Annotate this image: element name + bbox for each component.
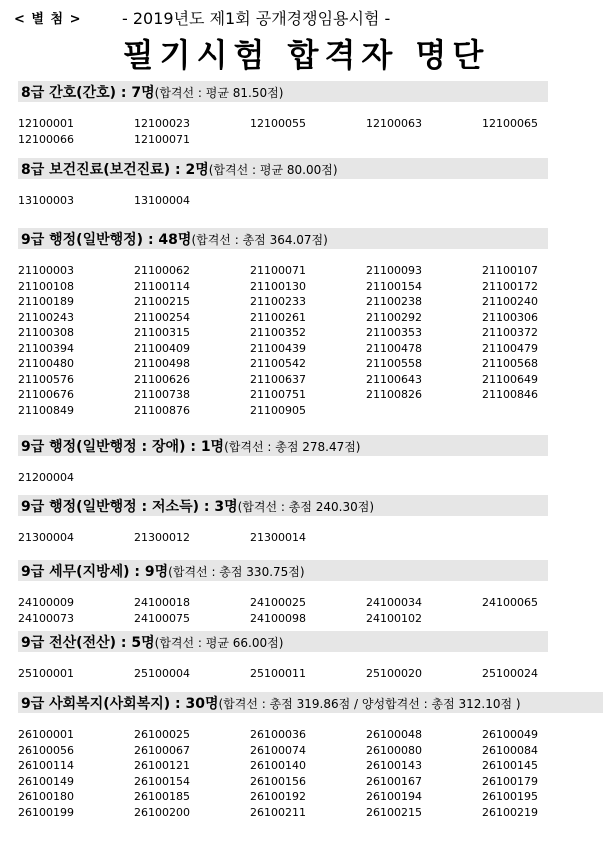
exam-number: 26100185	[134, 790, 190, 803]
exam-number: 21100107	[482, 264, 538, 277]
exam-number: 21100751	[250, 388, 306, 401]
exam-number: 21100480	[18, 357, 74, 370]
section-heading: 9급 사회복지(사회복지) : 30명	[21, 696, 219, 712]
exam-number-list	[18, 595, 548, 626]
exam-number: 21100108	[18, 279, 74, 293]
exam-number: 26100199	[18, 805, 74, 819]
top-line	[10, 6, 600, 28]
exam-number: 25100020	[366, 667, 422, 680]
exam-number: 21100568	[482, 357, 538, 370]
section-header	[18, 228, 548, 249]
exam-number: 21100240	[482, 295, 538, 308]
exam-number: 25100001	[18, 667, 74, 680]
exam-number: 26100192	[250, 790, 306, 803]
exam-number: 21100409	[134, 341, 190, 355]
exam-number: 12100001	[18, 117, 74, 130]
exam-number-list	[18, 727, 603, 820]
exam-number: 12100023	[134, 117, 190, 130]
exam-number: 21100649	[482, 372, 538, 386]
exam-number: 24100018	[134, 596, 190, 609]
section-heading: 8급 간호(간호) : 7명	[21, 85, 155, 101]
exam-number: 26100211	[250, 805, 306, 819]
exam-number: 12100063	[366, 117, 422, 130]
section-computing	[18, 631, 548, 682]
exam-number: 21100626	[134, 372, 190, 386]
exam-number: 26100049	[482, 728, 538, 741]
exam-number: 26100219	[482, 805, 538, 819]
exam-number: 13100003	[18, 194, 74, 207]
exam-number: 26100143	[366, 759, 422, 772]
exam-number: 21100261	[250, 310, 306, 324]
exam-number: 21100233	[250, 295, 306, 308]
exam-number: 26100180	[18, 790, 74, 803]
exam-number: 25100004	[134, 667, 190, 680]
section-header	[18, 158, 548, 179]
exam-number: 21100478	[366, 341, 422, 355]
exam-number: 21300004	[18, 531, 74, 544]
exam-number: 26100154	[134, 774, 190, 788]
exam-number: 24100034	[366, 596, 422, 609]
exam-number: 21100154	[366, 279, 422, 293]
pass-cutoff-note: (합격선 : 총점 330.75점)	[168, 565, 305, 579]
exam-number: 21100876	[134, 403, 190, 417]
exam-number: 26100067	[134, 743, 190, 757]
exam-number-list	[18, 530, 548, 546]
section-heading: 9급 행정(일반행정) : 48명	[21, 232, 192, 248]
section-header	[18, 560, 548, 581]
exam-number: 12100065	[482, 117, 538, 130]
section-nursing	[18, 81, 548, 147]
exam-number: 21100114	[134, 279, 190, 293]
section-header	[18, 692, 603, 713]
exam-subtitle: - 2019년도 제1회 공개경쟁임용시험 -	[122, 9, 391, 28]
exam-number: 21100215	[134, 295, 190, 308]
exam-number: 21100542	[250, 357, 306, 370]
pass-cutoff-note: (합격선 : 총점 319.86점 / 양성합격선 : 총점 312.10점 )	[218, 697, 521, 711]
exam-number: 26100074	[250, 743, 306, 757]
exam-number-list	[18, 263, 548, 418]
exam-number: 21100905	[250, 403, 306, 417]
exam-number: 26100001	[18, 728, 74, 741]
exam-number: 21100576	[18, 372, 74, 386]
exam-number: 21100479	[482, 341, 538, 355]
exam-number: 21100071	[250, 264, 306, 277]
exam-number: 26100200	[134, 805, 190, 819]
exam-number: 12100066	[18, 132, 74, 146]
exam-number: 26100036	[250, 728, 306, 741]
exam-number: 21100846	[482, 388, 538, 401]
exam-number: 26100080	[366, 743, 422, 757]
section-heading: 9급 행정(일반행정 : 저소득) : 3명	[21, 499, 238, 515]
exam-number: 21100558	[366, 357, 422, 370]
exam-number: 26100114	[18, 759, 74, 772]
page-title: 필기시험 합격자 명단	[122, 36, 490, 74]
exam-number: 12100055	[250, 117, 306, 130]
exam-number-list	[18, 666, 548, 682]
exam-number: 26100195	[482, 790, 538, 803]
pass-cutoff-note: (합격선 : 총점 278.47점)	[224, 440, 361, 454]
exam-number: 13100004	[134, 194, 190, 207]
exam-number: 26100048	[366, 728, 422, 741]
exam-number: 21100372	[482, 326, 538, 339]
exam-number: 21100637	[250, 372, 306, 386]
exam-number-list	[18, 193, 548, 209]
exam-number: 21100189	[18, 295, 74, 308]
exam-number: 21100003	[18, 264, 74, 277]
exam-number: 21300014	[250, 531, 306, 544]
exam-number-list	[18, 470, 548, 486]
exam-number: 21100849	[18, 403, 74, 417]
exam-number: 21100238	[366, 295, 422, 308]
exam-number: 21100353	[366, 326, 422, 339]
exam-number: 24100073	[18, 611, 74, 625]
section-header	[18, 631, 548, 652]
exam-number: 24100098	[250, 611, 306, 625]
exam-number: 26100167	[366, 774, 422, 788]
pass-cutoff-note: (합격선 : 평균 81.50점)	[154, 86, 284, 100]
exam-number-list	[18, 116, 548, 147]
exam-number: 21100315	[134, 326, 190, 339]
exam-number: 26100194	[366, 790, 422, 803]
section-local-tax	[18, 560, 548, 626]
exam-number: 21100498	[134, 357, 190, 370]
section-header	[18, 495, 548, 516]
exam-number: 21100254	[134, 310, 190, 324]
exam-number: 26100179	[482, 774, 538, 788]
pass-cutoff-note: (합격선 : 총점 364.07점)	[191, 233, 328, 247]
exam-number: 21100643	[366, 372, 422, 386]
exam-number: 21100292	[366, 310, 422, 324]
exam-number: 25100024	[482, 667, 538, 680]
section-heading: 8급 보건진료(보건진료) : 2명	[21, 162, 209, 178]
exam-number: 24100075	[134, 611, 190, 625]
exam-number: 21100826	[366, 388, 422, 401]
exam-number: 21100738	[134, 388, 190, 401]
exam-number: 24100009	[18, 596, 74, 609]
exam-number: 26100084	[482, 743, 538, 757]
exam-number: 21300012	[134, 531, 190, 544]
section-admin-disabled	[18, 435, 548, 486]
exam-number: 26100149	[18, 774, 74, 788]
exam-number: 21100093	[366, 264, 422, 277]
section-header	[18, 435, 548, 456]
section-heading: 9급 전산(전산) : 5명	[21, 635, 155, 651]
exam-number: 21100172	[482, 279, 538, 293]
section-heading: 9급 행정(일반행정 : 장애) : 1명	[21, 439, 225, 455]
exam-number: 26100145	[482, 759, 538, 772]
exam-number: 26100121	[134, 759, 190, 772]
exam-number: 21100062	[134, 264, 190, 277]
exam-number: 26100025	[134, 728, 190, 741]
exam-number: 21100352	[250, 326, 306, 339]
exam-number: 12100071	[134, 132, 190, 146]
exam-number: 24100065	[482, 596, 538, 609]
pass-cutoff-note: (합격선 : 총점 240.30점)	[237, 500, 375, 514]
exam-number: 21200004	[18, 471, 74, 484]
exam-number: 21100243	[18, 310, 74, 324]
exam-number: 26100140	[250, 759, 306, 772]
exam-number: 26100156	[250, 774, 306, 788]
attachment-label: < 별 첨 >	[14, 12, 82, 27]
section-general-admin	[18, 228, 548, 418]
pass-cutoff-note: (합격선 : 평균 66.00점)	[154, 636, 284, 650]
exam-number: 26100056	[18, 743, 74, 757]
section-health-clinic	[18, 158, 548, 209]
exam-number: 25100011	[250, 667, 306, 680]
exam-number: 21100676	[18, 388, 74, 401]
section-heading: 9급 세무(지방세) : 9명	[21, 564, 169, 580]
exam-number: 24100025	[250, 596, 306, 609]
pass-cutoff-note: (합격선 : 평균 80.00점)	[208, 163, 338, 177]
exam-number: 21100130	[250, 279, 306, 293]
exam-number: 21100306	[482, 310, 538, 324]
exam-number: 24100102	[366, 611, 422, 625]
section-social-welfare	[18, 692, 603, 820]
exam-number: 21100308	[18, 326, 74, 339]
exam-number: 21100394	[18, 341, 74, 355]
section-header	[18, 81, 548, 102]
exam-number: 26100215	[366, 805, 422, 819]
section-admin-low-income	[18, 495, 548, 546]
exam-number: 21100439	[250, 341, 306, 355]
